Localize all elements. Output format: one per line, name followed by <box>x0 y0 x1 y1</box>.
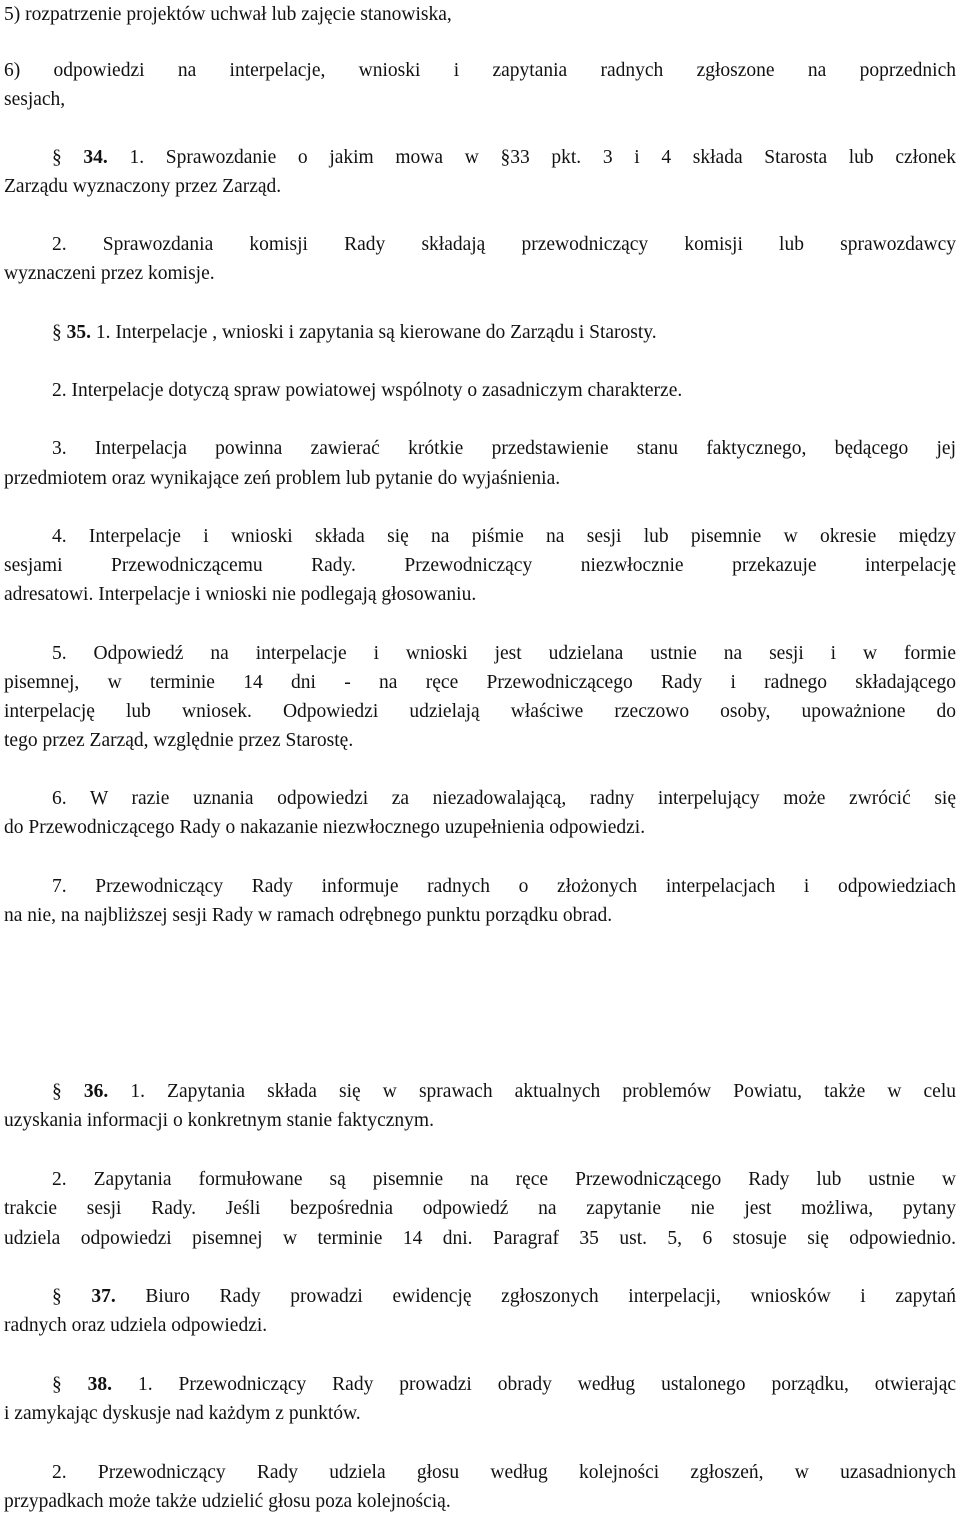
text-line <box>4 1108 956 1134</box>
section-sign: § <box>52 147 84 168</box>
section-sign: § <box>52 1374 88 1395</box>
text-line <box>4 815 956 841</box>
line-text: do Przewodniczącego Rady o nakazanie niezwłocznego uzupełnienia odpowiedzi. <box>4 817 646 838</box>
line-text: interpelację lub wniosek. Odpowiedzi udzielają właściwe rzeczowo osoby, upoważnione do <box>4 701 956 722</box>
text-line <box>52 1372 956 1398</box>
line-text: i zamykając dyskusje nad każdym z punktów. <box>4 1403 361 1424</box>
text-line <box>4 553 956 579</box>
text-line <box>4 261 956 287</box>
line-text: Biuro Rady prowadzi ewidencję zgłoszonych interpelacji, wniosków i zapytań <box>115 1286 957 1307</box>
line-text: sesjami Przewodniczącemu Rady. Przewodniczący niezwłocznie przekazuje interpelację <box>4 555 956 576</box>
text-line <box>52 320 956 346</box>
text-line <box>4 699 956 725</box>
line-text: sesjach, <box>4 89 66 110</box>
line-text: 1. Sprawozdanie o jakim mowa w §33 pkt. 3 i 4 składa Starosta lub członek <box>107 147 956 168</box>
line-text: pisemnej, w terminie 14 dni - na ręce Przewodniczącego Rady i radnego składającego <box>4 672 956 693</box>
section-sign: § <box>52 1081 84 1102</box>
line-text: przypadkach może także udzielić głosu poza kolejnością. <box>4 1491 451 1512</box>
paragraph-number: 38. <box>87 1374 113 1395</box>
text-line <box>52 874 956 900</box>
text-line <box>4 2 956 28</box>
line-text: adresatowi. Interpelacje i wnioski nie podlegają głosowaniu. <box>4 584 477 605</box>
text-line <box>52 1460 956 1486</box>
line-text: Zarządu wyznaczony przez Zarząd. <box>4 176 282 197</box>
line-text: 7. Przewodniczący Rady informuje radnych o złożonych interpelacjach i odpowiedziach <box>52 876 956 897</box>
text-line <box>4 582 956 608</box>
line-text: 2. Przewodniczący Rady udziela głosu według kolejności zgłoszeń, w uzasadnionych <box>52 1462 956 1483</box>
text-line <box>4 728 956 754</box>
line-text: 4. Interpelacje i wnioski składa się na piśmie na sesji lub pisemnie w okresie między <box>52 526 956 547</box>
text-line <box>4 466 956 492</box>
text-line <box>4 1226 956 1252</box>
section-sign: § <box>52 322 67 343</box>
line-text: 6) odpowiedzi na interpelacje, wnioski i zapytania radnych zgłoszone na poprzednich <box>4 60 956 81</box>
line-text: 3. Interpelacja powinna zawierać krótkie przedstawienie stanu faktycznego, będącego jej <box>52 438 956 459</box>
line-text: przedmiotem oraz wynikające zeń problem lub pytanie do wyjaśnienia. <box>4 468 561 489</box>
line-text: 1. Przewodniczący Rady prowadzi obrady według ustalonego porządku, otwierając <box>112 1374 957 1395</box>
line-text: uzyskania informacji o konkretnym stanie faktycznym. <box>4 1110 434 1131</box>
text-line <box>52 436 956 462</box>
line-text: udziela odpowiedzi pisemnej w terminie 14 dni. Paragraf 35 ust. 5, 6 stosuje się odpowiednio. <box>4 1228 956 1249</box>
text-line <box>52 145 956 171</box>
text-line <box>52 1079 956 1105</box>
text-line <box>52 786 956 812</box>
text-line <box>52 378 956 404</box>
text-line <box>4 1401 956 1427</box>
line-text: wyznaczeni przez komisje. <box>4 263 215 284</box>
line-text: trakcie sesji Rady. Jeśli bezpośrednia odpowiedź na zapytanie nie jest możliwa, pytany <box>4 1198 956 1219</box>
text-line <box>4 1313 956 1339</box>
line-text: radnych oraz udziela odpowiedzi. <box>4 1315 268 1336</box>
line-text: 5. Odpowiedź na interpelacje i wnioski jest udzielana ustnie na sesji i w formie <box>52 643 956 664</box>
line-text: na nie, na najbliższej sesji Rady w ramach odrębnego punktu porządku obrad. <box>4 905 613 926</box>
line-text: 1. Interpelacje , wnioski i zapytania są kierowane do Zarządu i Starosty. <box>91 322 657 343</box>
section-sign: § <box>52 1286 92 1307</box>
line-text: 2. Sprawozdania komisji Rady składają przewodniczący komisji lub sprawozdawcy <box>52 234 956 255</box>
paragraph-number: 36. <box>83 1081 109 1102</box>
paragraph-number: 37. <box>91 1286 116 1307</box>
text-line <box>4 58 956 84</box>
paragraph-number: 35. <box>66 322 91 343</box>
line-text: 1. Zapytania składa się w sprawach aktualnych problemów Powiatu, także w celu <box>108 1081 957 1102</box>
text-line <box>52 1284 956 1310</box>
text-line <box>4 1489 956 1515</box>
line-text: 5) rozpatrzenie projektów uchwał lub zajęcie stanowiska, <box>4 4 452 25</box>
text-line <box>4 174 956 200</box>
text-line <box>52 641 956 667</box>
line-text: 2. Zapytania formułowane są pisemnie na ręce Przewodniczącego Rady lub ustnie w <box>52 1169 956 1190</box>
line-text: tego przez Zarząd, względnie przez Starostę. <box>4 730 354 751</box>
text-line <box>4 670 956 696</box>
text-line <box>4 1196 956 1222</box>
text-line <box>52 1167 956 1193</box>
text-line <box>4 903 956 929</box>
text-line <box>4 87 956 113</box>
line-text: 2. Interpelacje dotyczą spraw powiatowej wspólnoty o zasadniczym charakterze. <box>52 380 683 401</box>
text-line <box>52 232 956 258</box>
line-text: 6. W razie uznania odpowiedzi za niezadowalającą, radny interpelujący może zwrócić się <box>52 788 956 809</box>
text-line <box>52 524 956 550</box>
paragraph-number: 34. <box>83 147 108 168</box>
